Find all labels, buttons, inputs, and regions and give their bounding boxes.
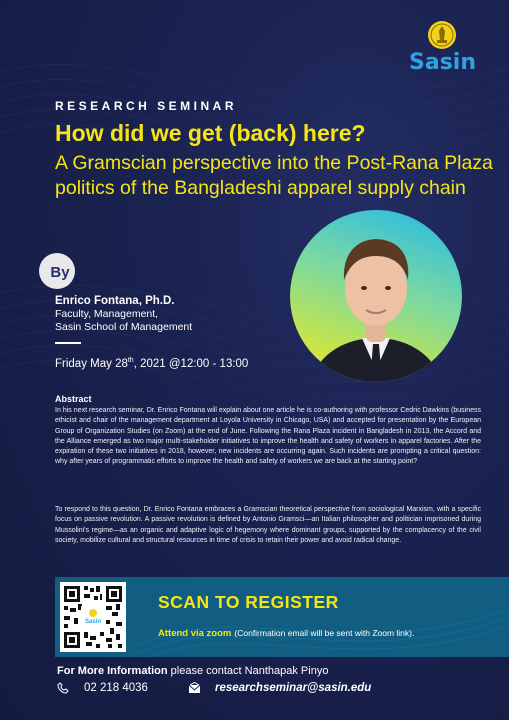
contact-info-line (57, 665, 328, 677)
seminar-subtitle: A Gramscian perspective into the Post-Rana Plaza politics of the Bangladeshi apparel supply chain (55, 152, 493, 199)
abstract-paragraph-2: To respond to this question, Dr. Enrico Fontana embraces a Gramscian theoretical perspective from sociological Marxism, with a specific focus on passive revolution. A passive revolution is defined by Antonio Gramsci—an Italian philosopher and politician imprisoned during Mussolini's regime—as an organic and adaptive logic of hegemony where dominant groups, supported by the complacency of the civil society, mobilize cultural and structural resources in time of crisis to retain their power and avoid radical change. (55, 506, 481, 544)
qr-code-icon (60, 582, 126, 652)
date-prefix: Friday May 28 (55, 357, 128, 370)
speaker-school-line: Sasin School of Management (55, 321, 193, 333)
seminar-title: How did we get (back) here? (55, 120, 366, 146)
zoom-note (158, 628, 414, 639)
contact-email[interactable] (188, 682, 371, 694)
date-suffix: th (127, 357, 134, 364)
zoom-label: Attend via zoom (158, 628, 232, 639)
abstract-paragraph-1: In his next research seminar, Dr. Enrico Fontana will explain about one article he is co-authoring with professor Cedric Dawkins (business ethicist and chair of the management department at Loyola University in Chicago, USA) and accepted for presentation by the European Group of Organization Studies (on Zoom) at the end of June. Following the Rana Plaza incident in Bangladesh in 2013, the Accord and the Alliance emerged as two major multi-stakeholder initiatives to improve the health and safety of workers in apparel factories. After the expiration of these two initiatives in 2018, however, new incidents are occurring again. Such incidents are prompting a critical question: why after years of programmatic efforts to improve the health and safety of workers we are back at the starting point? (55, 407, 481, 466)
contact-lead: For More Information (57, 665, 168, 677)
contact-person: please contact Nanthapak Pinyo (167, 665, 329, 677)
abstract-heading: Abstract (55, 394, 92, 404)
phone-number: 02 218 4036 (84, 682, 148, 694)
speaker-photo (290, 210, 462, 382)
qr-brand-label: Sasin (84, 619, 101, 625)
sasin-logo (409, 20, 475, 74)
speaker-name: Enrico Fontana, Ph.D. (55, 295, 175, 307)
registration-qr-code[interactable] (60, 582, 126, 652)
mail-icon (188, 682, 201, 694)
speaker-affiliation (55, 308, 295, 334)
event-datetime (55, 357, 248, 370)
divider (55, 342, 81, 344)
speaker-portrait-illustration (290, 210, 462, 382)
event-kicker: RESEARCH SEMINAR (55, 99, 238, 113)
phone-icon (57, 682, 69, 694)
by-badge: By (39, 253, 75, 289)
logo-text: Sasin (409, 50, 476, 75)
speaker-role-line: Faculty, Management, (55, 308, 159, 320)
register-heading: SCAN TO REGISTER (158, 592, 339, 612)
zoom-confirmation-note: (Confirmation email will be sent with Zoom link). (234, 628, 415, 638)
date-rest: , 2021 @12:00 - 13:00 (133, 357, 249, 370)
sasin-seal-icon (427, 20, 457, 50)
contact-phone[interactable] (57, 682, 148, 694)
email-address: researchseminar@sasin.edu (215, 682, 372, 694)
